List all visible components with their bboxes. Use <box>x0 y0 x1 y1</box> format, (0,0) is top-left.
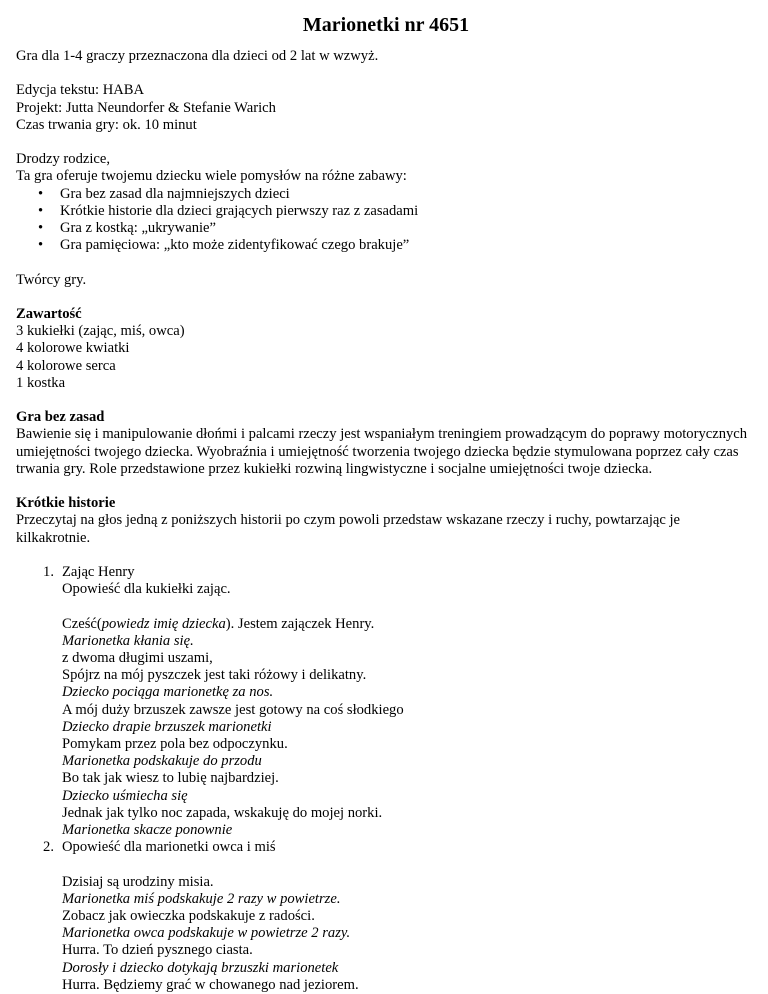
story-stage-direction: Dorosły i dziecko dotykają brzuszki marionetek <box>62 959 339 976</box>
bullet-icon: • <box>38 185 44 202</box>
story-lines <box>62 874 756 994</box>
story-stage-direction: Dziecko drapie brzuszek marionetki <box>62 718 272 735</box>
greeting-text: Ta gra oferuje twojemu dziecku wiele pomysłów na różne zabawy: <box>16 168 407 185</box>
list-item: 4 kolorowe kwiatki <box>16 340 130 357</box>
free-play-heading: Gra bez zasad <box>16 409 105 426</box>
stories-list <box>16 564 756 994</box>
story-item <box>16 839 756 994</box>
signature: Twórcy gry. <box>16 271 87 288</box>
story-line: Spójrz na mój pyszczek jest taki różowy i delikatny. <box>62 667 367 684</box>
credits-block <box>16 82 756 134</box>
story-stage-direction: Dziecko uśmiecha się <box>62 787 188 804</box>
greeting: Drodzy rodzice, <box>16 151 111 168</box>
list-item: • Krótkie historie dla dzieci grających pierwszy raz z zasadami <box>38 202 419 219</box>
credit-line: Edycja tekstu: HABA <box>16 82 145 99</box>
document-page <box>16 12 756 994</box>
story-line: Hurra. Będziemy grać w chowanego nad jeziorem. <box>62 976 359 993</box>
list-item: 3 kukiełki (zając, miś, owca) <box>16 323 185 340</box>
story-stage-direction: Marionetka podskakuje do przodu <box>62 753 262 770</box>
list-item: • Gra bez zasad dla najmniejszych dzieci <box>38 185 290 202</box>
story-line: Pomykam przez pola bez odpoczynku. <box>62 736 288 752</box>
free-play-text: Bawienie się i manipulowanie dłońmi i palcami rzeczy jest wspaniałym treningiem prowadzącym do poprawy motorycznych umiejętności twojego dziecka. Wyobraźnia i umiejętność tworzenia twojego dziecka będzie stymulowana poprzez cały czas trwania gry. Role przedstawione przez kukiełki rozwiną lingwistyczne i socjalne umiejętności twoje dziecka. <box>16 426 748 477</box>
story-line: Dzisiaj są urodziny misia. <box>62 873 214 890</box>
bullet-icon: • <box>38 220 44 236</box>
document-title: Marionetki nr 4651 <box>302 14 470 36</box>
story-number: 2. <box>43 839 54 856</box>
intro-text: Gra dla 1-4 graczy przeznaczona dla dzieci od 2 lat w wzwyż. <box>16 48 379 64</box>
story-lines <box>62 616 756 840</box>
short-stories-heading: Krótkie historie <box>16 495 116 512</box>
story-stage-direction: Marionetka skacze ponownie <box>62 822 233 839</box>
bullet-icon: • <box>38 202 44 219</box>
story-stage-direction: Marionetka miś podskakuje 2 razy w powietrze. <box>62 890 341 907</box>
contents-heading: Zawartość <box>16 305 82 322</box>
list-item: • Gra z kostką: „ukrywanie” <box>38 220 217 236</box>
story-stage-direction: Marionetka owca podskakuje w powietrze 2 razy. <box>62 925 351 942</box>
story-item <box>16 564 756 839</box>
story-line: Cześć(powiedz imię dziecka). Jestem zajączek Henry. <box>62 615 375 632</box>
list-item: • Gra pamięciowa: „kto może zidentyfikować czego brakuje” <box>38 237 410 254</box>
story-number: 1. <box>43 563 54 580</box>
play-ideas-list <box>16 186 756 255</box>
list-item: 1 kostka <box>16 374 66 391</box>
credit-line: Czas trwania gry: ok. 10 minut <box>16 116 197 133</box>
story-title: Zając Henry <box>62 563 135 580</box>
story-line: z dwoma długimi uszami, <box>62 649 213 666</box>
story-line: Jednak jak tylko noc zapada, wskakuję do mojej norki. <box>62 804 383 821</box>
story-line: Zobacz jak owieczka podskakuje z radości. <box>62 908 315 925</box>
story-line: Hurra. To dzień pysznego ciasta. <box>62 942 253 959</box>
story-stage-direction: Dziecko pociąga marionetkę za nos. <box>62 684 274 701</box>
story-subtitle: Opowieść dla kukiełki zając. <box>62 581 231 598</box>
credit-line: Projekt: Jutta Neundorfer & Stefanie Warich <box>16 99 276 116</box>
story-title: Opowieść dla marionetki owca i miś <box>62 839 276 856</box>
list-item: 4 kolorowe serca <box>16 357 116 374</box>
bullet-icon: • <box>38 237 44 254</box>
short-stories-text: Przeczytaj na głos jedną z poniższych historii po czym powoli przedstaw wskazane rzeczy i ruchy, powtarzając je kilkakrotnie. <box>16 512 681 546</box>
story-stage-direction: Marionetka kłania się. <box>62 632 194 649</box>
story-line: A mój duży brzuszek zawsze jest gotowy na coś słodkiego <box>62 701 404 718</box>
story-line: Bo tak jak wiesz to lubię najbardziej. <box>62 770 279 787</box>
contents-list <box>16 323 756 392</box>
